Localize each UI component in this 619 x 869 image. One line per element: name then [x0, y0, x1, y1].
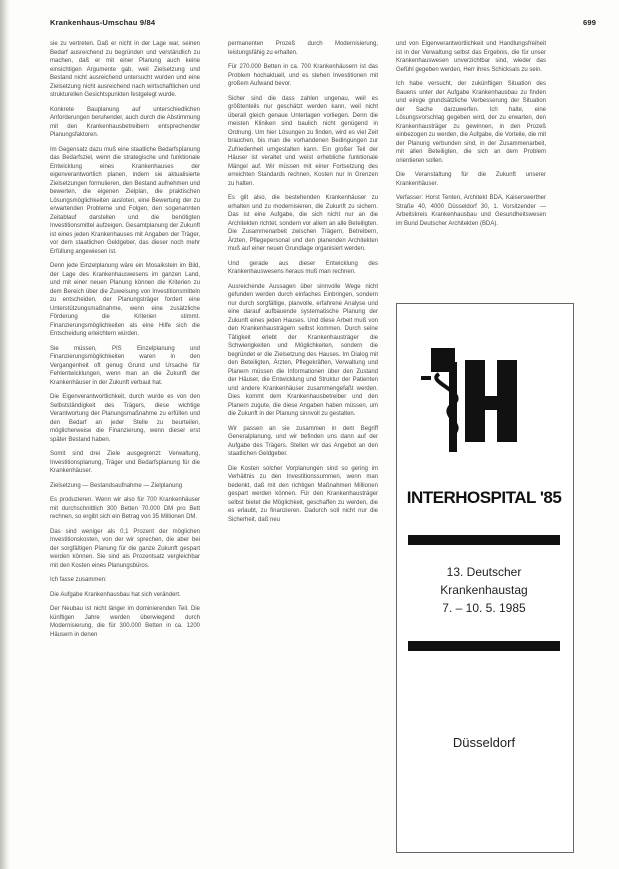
paragraph: Und gerade aus dieser Entwicklung des Krankenhauswesens heraus muß man rechnen. [228, 260, 378, 275]
paragraph: Es produzieren. Wenn wir also für 700 Krankenhäuser mit durchschnittlich 300 Betten 70.000 DM pro Bett rechnen, so ergibt sich ein Betrag von 35 Millionen DM. [50, 497, 200, 520]
paragraph: Die Kosten solcher Vorplanungen sind so gering im Verhältnis zu den Investitionssummen, wenn man bedenkt, daß mit den richtigen Maßnahmen Millionen gespart werden können. Für den Krankenhausträger selbst bietet die Möglichkeit, geschaffen zu werden, die es erlaubt, zu finanzieren. Dadurch soll nicht nur die Sicherheit, daß neu [228, 465, 378, 523]
text-column-1 [50, 40, 200, 645]
paragraph: Der Neubau ist nicht länger im dominierenden Teil. Die künftigen Jahre werden überwiegend durch Modernisierung, die für 300.000 Betten in ca. 1200 Häusern in denen [50, 606, 200, 638]
paragraph: sie zu vertreten. Daß er nicht in der Lage war, seinen Bedarf ausreichend zu begründen und verständlich zu machen, daß er mit einer Planung auch keine einsichtigen Argumente gab, weil Zielsetzung und Bestand nicht ausreichend untersucht wurden und eine Zielsetzung nicht ausreichend nach wirtschaftlichen und strukturellen Gesichtspunkten festgelegt wurde. [50, 41, 200, 98]
paragraph: Sicher sind die dass zahlen ungenau, weil es größtenteils nur geschätzt werden kann, weil nicht überall gleich genaue Unterlagen vorliegen. Denn die meisten Kliniken sind baulich nicht genügend in Ordnung. Um hier Lösungen zu finden, wird es viel Zeit brauchen, bis man die vorhandenen Bedingungen zur Zufriedenheit umgestalten kann. Ein großer Teil der Häuser ist veraltet und weist erhebliche funktionale Mängel auf. Wir müssen mit einer Fortsetzung des erreichten Standards rechnen, Kosten nur in Grenzen zu halten. [228, 95, 378, 187]
event-line-2: Krankenhaustag [440, 583, 528, 597]
paragraph: Für 270.000 Betten in ca. 700 Krankenhäusern ist das Problem hochaktuell, und es stehen Investitionen mit großem Aufwand bevor. [228, 64, 378, 87]
event-dates: 7. – 10. 5. 1985 [442, 601, 526, 615]
interhospital-logo-icon [417, 346, 539, 457]
paragraph: Ausreichende Aussagen über sinnvolle Wege nicht gefunden werden durch einfaches Einbringen, sondern nur durch sorgfältige, planvolle, erfahrene Analyse und eine darauf aufbauende systematische Planung der Zukunft eines jeden Hauses. Und diese Arbeit muß von den Krankenhausträgern selbst kommen. Durch seine Tätigkeit erlebt der Krankenhausträger die Schwierigkeiten und Möglichkeiten, sondern die begründet er die Zielsetzung des Hauses. Im Dialog mit den Beteiligten, Ärzten, Pflegekräften, Verwaltung und Planern müssen die Informationen über den Zustand der Häuser, die Entwicklung und Struktur der Patienten und andere Krankenhäuser zusammengefaßt werden. Dies kommt dem Krankenhausbetreiber und den Planern zugute, die diese Angaben haben müssen, um die Zukunft in der Planung sinnvoll zu gestalten. [228, 283, 378, 417]
paragraph: Somit sind drei Ziele ausgegrenzt: Verwaltung, Investitionsplanung, Träger und Bedarfsplanung für die Krankenhäuser. [50, 451, 200, 474]
page-number: 699 [583, 18, 597, 27]
paragraph: permanenten Prozeß durch Modernisierung, leistungsfähig zu erhalten. [228, 41, 378, 56]
paragraph: Wir passen an sie zusammen in dem Begriff Generalplanung, und wir befinden uns dann auf der Aufgabe des Trägers. Stellen wir das Angebot an den staatlichen Geldgeber. [228, 425, 378, 457]
paragraph: Ich habe versucht, der zukünftigen Situation des Bauens unter der Aufgabe Krankenhausbau zu finden und einige grundsätzliche Verbesserung der Situation der Sache darzuwerfen. Ich halte, eine Lösungsvorschlag gegeben wird, der zu erwarten, den Krankenhausträger zu gewinnen, in den Prozeß einbezogen zu werden, die Aufgabe, die Vorteile, die mit der Planung verbunden sind, in der Zusammenarbeit, mit allen Beteiligten, die sich an dem Problem orientieren sollen. [396, 81, 546, 164]
event-line-1: 13. Deutscher [446, 565, 522, 579]
black-rule [408, 641, 560, 651]
paragraph: Die Eigenverantwortlichkeit, durch wurde es von den Selbstständigkeit des Trägers, diese wichtige Verantwortung der Planungsmaßnahme zu erfüllen und den Bedarf an jeder Stelle zu beurteilen, möglicherweise die Finanzierung, wenn dieser erst später Bestand haben. [50, 394, 200, 443]
paragraph: Die Veranstaltung für die Zukunft unserer Krankenhäuser. [396, 172, 546, 187]
paragraph: Es gilt also, die bestehenden Krankenhäuser zu erhalten und zu modernisieren, die Zukunft zu sichern. Das ist eine Aufgabe, die sich nicht nur an die Architekten richtet, sondern vor allem an alle Beteiligten. Die Zusammenarbeit zwischen Trägern, Betreibern, Ärzten, Pflegepersonal und den planenden Architekten muß auf einer neuen Grundlage organisiert werden. [228, 195, 378, 252]
paragraph: Konkrete Bauplanung auf unterschiedlichen Anforderungen beruhender, auch durch die Abstimmung mit den Krankenhausbetreibern entsprechender Planungsfaktoren. [50, 106, 200, 138]
paragraph: Das sind weniger als 0,1 Prozent der möglichen Investitionskosten, von der wir sprechen, die aber bei der sorgfältigen Planung für die ganze Zukunft gespart werden können. Sie sind als Prozentsatz vergleichbar mit den Kosten eines Planungsbüros. [50, 528, 200, 569]
paragraph: Die Aufgabe Krankenhausbau hat sich verändert. [50, 591, 181, 598]
text-column-3 [396, 40, 546, 234]
paragraph: Ich fasse zusammen: [50, 577, 107, 583]
logo-graphic [417, 346, 539, 457]
running-header: Krankenhaus-Umschau 9/84 [50, 18, 156, 27]
paragraph: Zielsetzung — Bestandsaufnahme — Zielplanung [50, 482, 183, 489]
text-column-2 [228, 40, 378, 530]
paragraph: Sie müssen, PIS Einzelplanung und Finanzierungsmöglichkeiten waren in den Vergangenheit oft genug Grund und Ursache für Fehlentwicklungen, wenn man an die Zukunft der Krankenhäuser in der Zukunft verbaut hat. [50, 345, 200, 386]
paragraph: und von Eigenverantwortlichkeit und Handlungsfreiheit ist in der Verwaltung selbst das Ergebnis, die für unser Krankenhauswesen unverzichtbar sind, wieder das Gefühl gegeben werden, Herr ihres Schicksals zu sein. [396, 41, 546, 73]
black-rule [408, 535, 560, 545]
author-note: Verfasser: Horst Tenten, Architekt BDA, Kaiserswerther Straße 40, 4000 Düsseldorf 30, 1. Vorsitzender — Arbeitskreis Krankenhausbau und Gesundheitswesen im Bund Deutscher Architekten (BDA). [396, 195, 546, 227]
event-city: Düsseldorf [452, 735, 516, 750]
advertisement-title: INTERHOSPITAL '85 [406, 488, 562, 507]
paragraph: Denn jede Einzelplanung wäre ein Mosaikstein im Bild, der Lage des Krankenhauswesens im ganzen Land, und mit einer neuen Planung können die Kriterien zu dem Bereich über die Zuweisung von Investitionsmitteln zu entscheiden, der Planungsträger fordert eine Unterstützungsmaßnahme, wenn eine zusätzliche Förderung die Kriterien stimmt. Finanzierungsmöglichkeiten als eine Hilfe sich die Entscheidung erleichtern würden. [50, 263, 200, 337]
scan-edge-shadow [0, 0, 10, 869]
paragraph: Im Gegensatz dazu muß eine staatliche Bedarfsplanung das Bedarfsziel, wenn die strategische und funktionale Entwicklung eines Krankenhauses der eigenverantwortlich planen, indem sie aktualisierte Zielsetzungen formulieren, den Bestand aufnehmen und bewerten, die eigenen Zielplan, die praktischen Lösungsmöglichkeiten ausloten, eine Bewertung der zu erwartenden Probleme und Folgen, den sogenannten Zeitablauf darstellen und die benötigten Investitionsmittel aufzeigen. Gesamtplanung der Zukunft ist eines jeden Krankenhauses mit Angaben der Träger, vor dem staatlichen Geldgeber, das dieser noch mehr Erfüllung angewiesen ist. [50, 146, 200, 255]
